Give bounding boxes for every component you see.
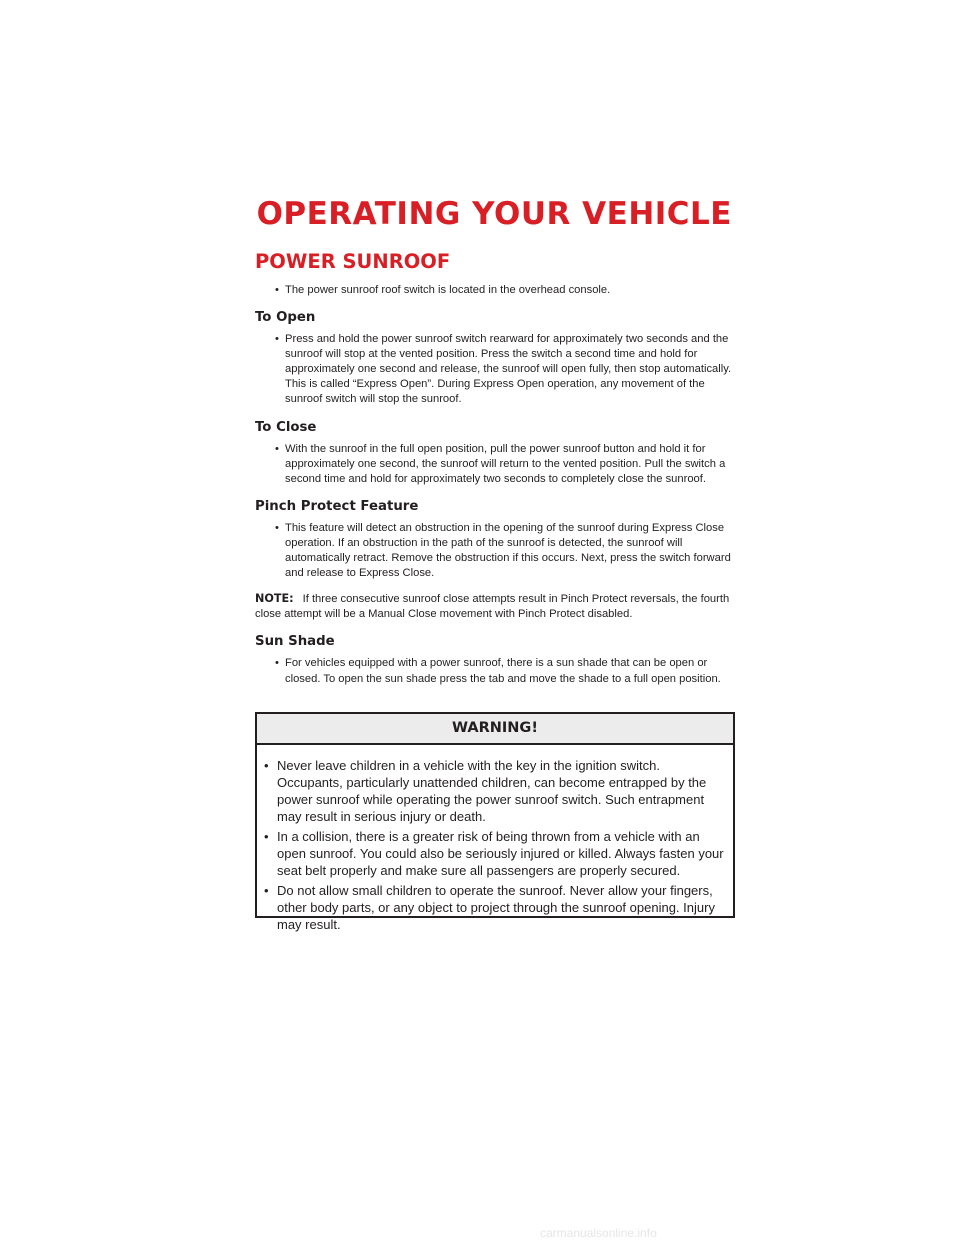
sun-shade-heading: Sun Shade — [255, 634, 335, 650]
watermark: carmanualsonline.info — [540, 1226, 657, 1240]
warning-bullet: • Do not allow small children to operate the sunroof. Never allow your fingers, other body parts, or any object to project through the sunroof opening. Injury may result. — [257, 882, 725, 933]
warning-title: WARNING! — [257, 714, 733, 745]
note-paragraph — [255, 591, 735, 622]
pinch-protect-bullet: • This feature will detect an obstruction in the opening of the sunroof during Express Close operation. If an obstruction in the path of the sunroof is detected, the sunroof will automatically retract. Remove the obstruction if this occurs. Next, press the switch forward and release to Express Close. — [255, 521, 735, 581]
warning-box — [255, 712, 735, 932]
intro-bullet-list — [255, 283, 735, 298]
pinch-protect-heading: Pinch Protect Feature — [255, 498, 419, 514]
warning-bullet-list — [257, 745, 733, 933]
warning-bullet: • In a collision, there is a greater risk of being thrown from a vehicle with an open sunroof. You could also be seriously injured or killed. Always fasten your seat belt properly and make sure all passengers are properly secured. — [257, 828, 725, 879]
sun-shade-bullet: • For vehicles equipped with a power sunroof, there is a sun shade that can be open or closed. To open the sun shade press the tab and move the shade to a full open position. — [255, 656, 735, 686]
to-open-bullet: • Press and hold the power sunroof switch rearward for approximately two seconds and the sunroof will stop at the vented position. Press the switch a second time and hold for approximately one second and release, the sunroof will open fully, then stop automatically. This is called “Express Open”. During Express Open operation, any movement of the sunroof switch will stop the sunroof. — [255, 332, 735, 407]
page-header-title: OPERATING YOUR VEHICLE — [256, 196, 732, 232]
section-title: POWER SUNROOF — [255, 250, 451, 273]
to-close-bullet-list — [255, 442, 735, 487]
warning-bullet: • Never leave children in a vehicle with the key in the ignition switch. Occupants, particularly unattended children, can become entrapped by the power sunroof while operating the power sunroof switch. Such entrapment may result in serious injury or death. — [257, 757, 725, 825]
intro-bullet: • The power sunroof roof switch is located in the overhead console. — [255, 283, 735, 298]
sun-shade-bullet-list — [255, 656, 735, 686]
to-close-bullet: • With the sunroof in the full open position, pull the power sunroof button and hold it for approximately one second, the sunroof will return to the vented position. Pull the switch a second time and hold for approximately two seconds to completely close the sunroof. — [255, 442, 735, 487]
pinch-protect-bullet-list — [255, 521, 735, 581]
note-text: If three consecutive sunroof close attempts result in Pinch Protect reversals, the fourth close attempt will be a Manual Close movement with Pinch Protect disabled. — [255, 593, 730, 621]
to-close-heading: To Close — [255, 419, 317, 435]
main-content — [255, 250, 735, 687]
note-label: NOTE: — [255, 592, 294, 606]
to-open-heading: To Open — [255, 310, 316, 326]
to-open-bullet-list — [255, 332, 735, 407]
